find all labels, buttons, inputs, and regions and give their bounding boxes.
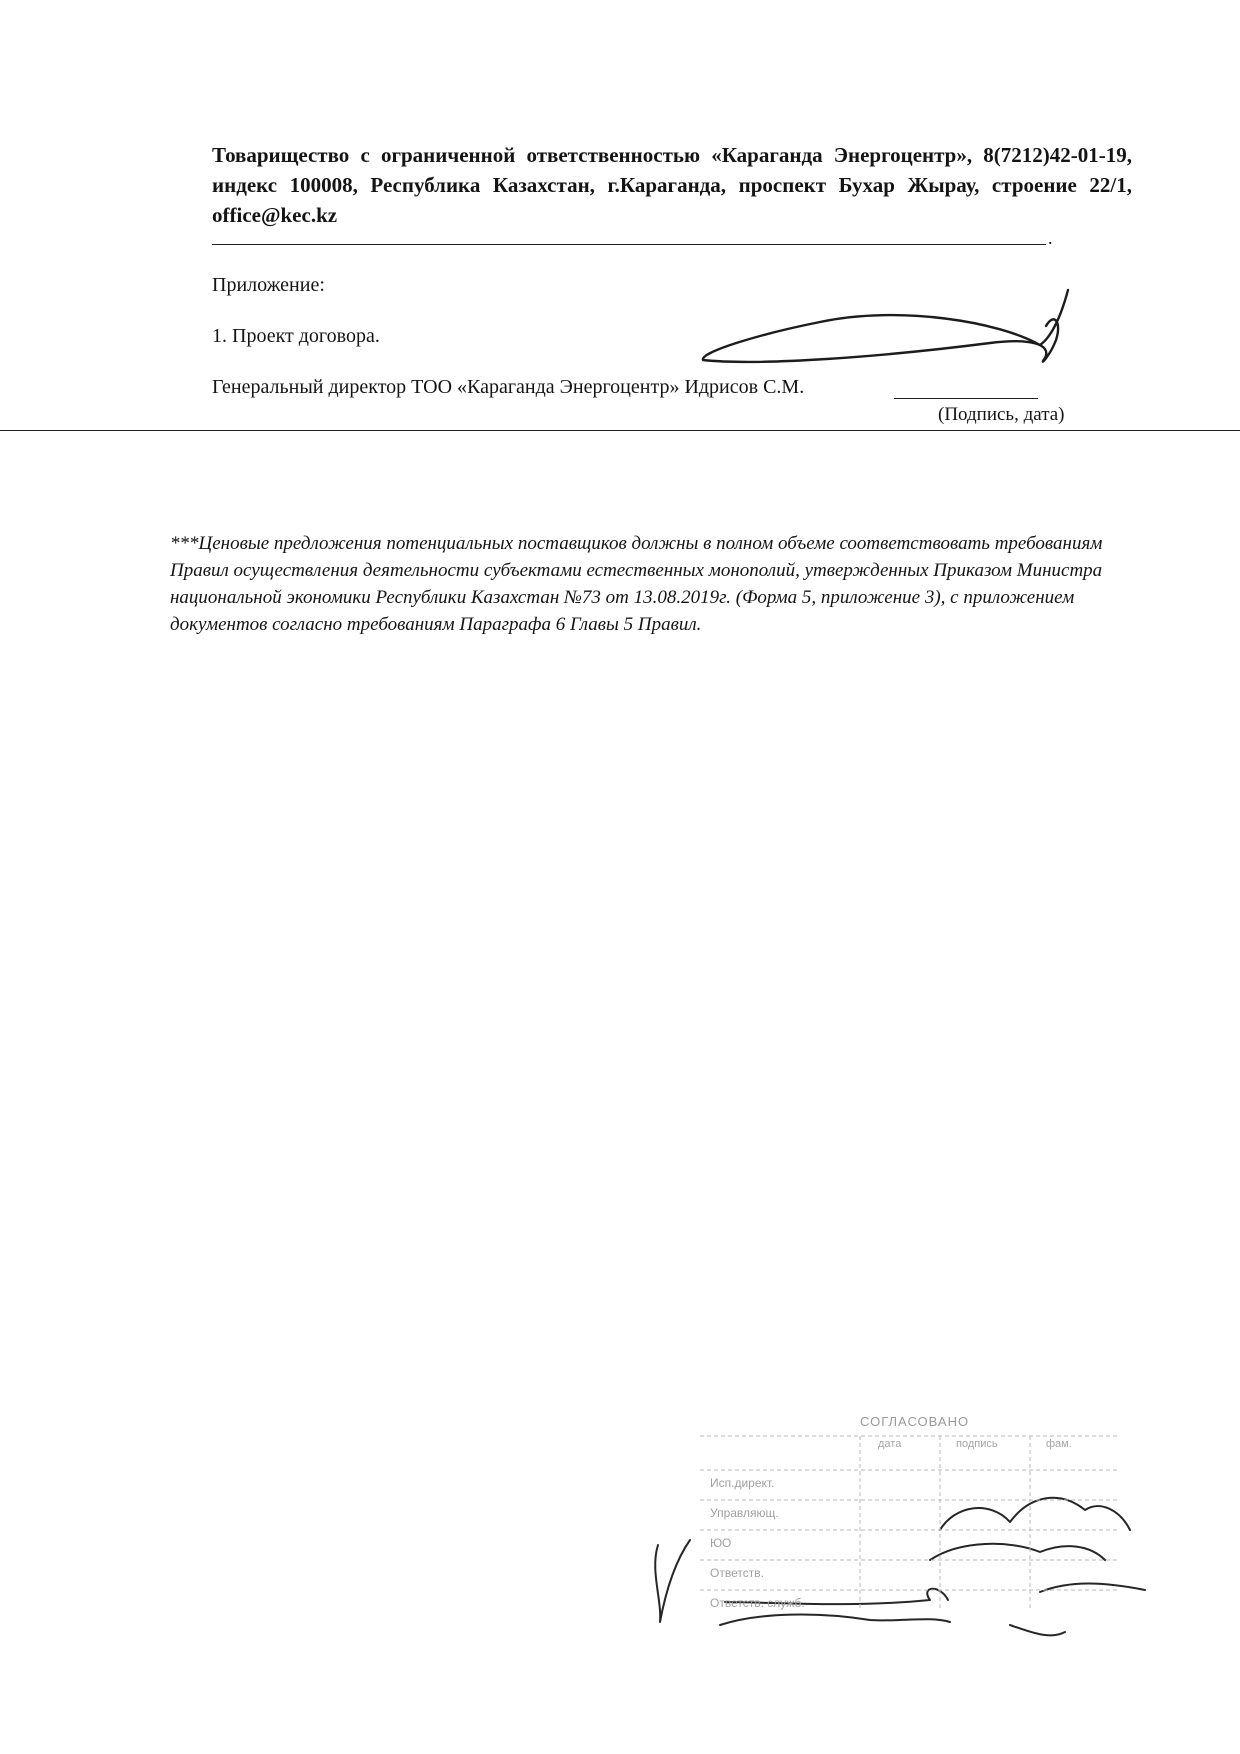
- stamp-row: Ответств. служб.: [710, 1596, 805, 1610]
- stamp-column-name: фам.: [1046, 1438, 1072, 1450]
- footnote: ***Ценовые предложения потенциальных поставщиков должны в полном объеме соответствовать требованиям Правил осуществления деятельности субъектами естественных монополий, утвержденных Приказом Министра национальной экономики Республики Казахстан №73 от 13.08.2019г. (Форма 5, приложение 3), с приложением документов согласно требованиям Параграфа 6 Главы 5 Правил.: [170, 533, 1103, 635]
- annex-label: Приложение:: [212, 274, 325, 296]
- stamp-title: СОГЛАСОВАНО: [860, 1414, 970, 1429]
- stamp-column-date: дата: [878, 1438, 902, 1450]
- annex-item: 1. Проект договора.: [212, 325, 380, 347]
- stamp-row: Исп.директ.: [710, 1476, 775, 1490]
- underline-end-mark: .: [1048, 228, 1053, 248]
- approval-stamp: [700, 1410, 1120, 1630]
- director-line: Генеральный директор ТОО «Караганда Энергоцентр» Идрисов С.М.: [212, 376, 805, 398]
- stamp-row: ЮО: [710, 1536, 732, 1550]
- stamp-row: Ответств.: [710, 1566, 764, 1580]
- stamp-row: Управляющ.: [710, 1506, 779, 1520]
- stamp-column-signature: подпись: [956, 1438, 998, 1450]
- company-requisites: Товарищество с ограниченной ответственностью «Караганда Энергоцентр», 8(7212)42-01-19, индекс 100008, Республика Казахстан, г.Караганда, проспект Бухар Жырау, строение 22/1, office@kec.kz: [212, 143, 1132, 227]
- director-signature: [703, 290, 1068, 362]
- signature-caption: (Подпись, дата): [938, 404, 1065, 425]
